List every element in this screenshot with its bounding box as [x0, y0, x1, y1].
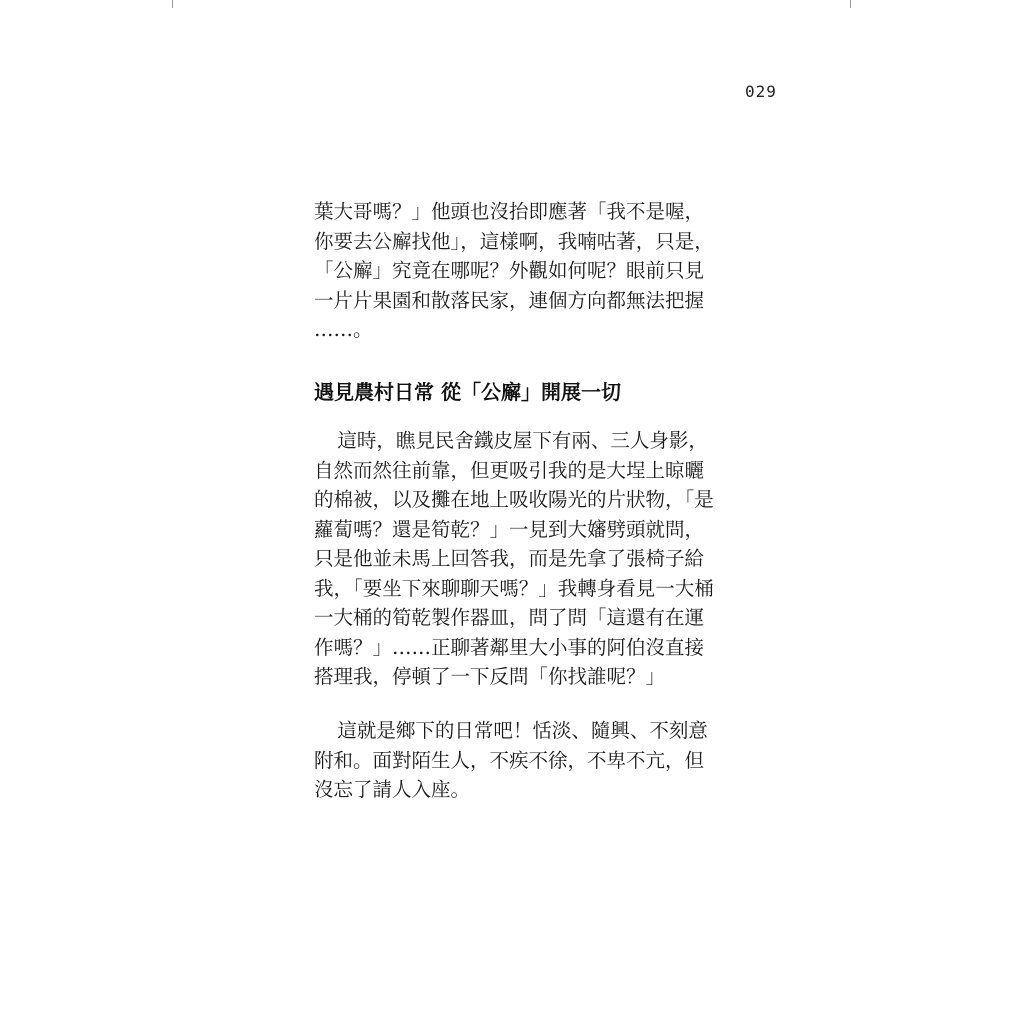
body-paragraph-3: 這就是鄉下的日常吧！恬淡、隨興、不刻意附和。面對陌生人，不疾不徐，不卑不亢，但沒忘了請人入座。: [314, 719, 708, 801]
crop-mark-right: [850, 0, 851, 8]
page-number: 029: [745, 82, 777, 101]
crop-mark-left: [172, 0, 173, 8]
section-heading: 遇見農村日常 從「公廨」開展一切: [314, 380, 621, 404]
body-paragraph-1: 葉大哥嗎？」他頭也沒抬即應著「我不是喔，你要去公廨找他」，這樣啊，我喃咕著，只是，「公廨」究竟在哪呢？外觀如何呢？眼前只見一片片果園和散落民家，連個方向都無法把握……。: [314, 200, 714, 341]
body-paragraph-2: 這時，瞧見民舍鐵皮屋下有兩、三人身影，自然而然往前靠，但更吸引我的是大埕上晾曬的棉被，以及攤在地上吸收陽光的片狀物，「是蘿蔔嗎？還是筍乾？」一見到大嬸劈頭就問，只是他並未馬上回答我，而是先拿了張椅子給我，「要坐下來聊聊天嗎？」我轉身看見一大桶一大桶的筍乾製作器皿，問了問「這還有在運作嗎？」……正聊著鄰里大小事的阿伯沒直接搭理我，停頓了一下反問「你找誰呢？」: [314, 429, 714, 688]
